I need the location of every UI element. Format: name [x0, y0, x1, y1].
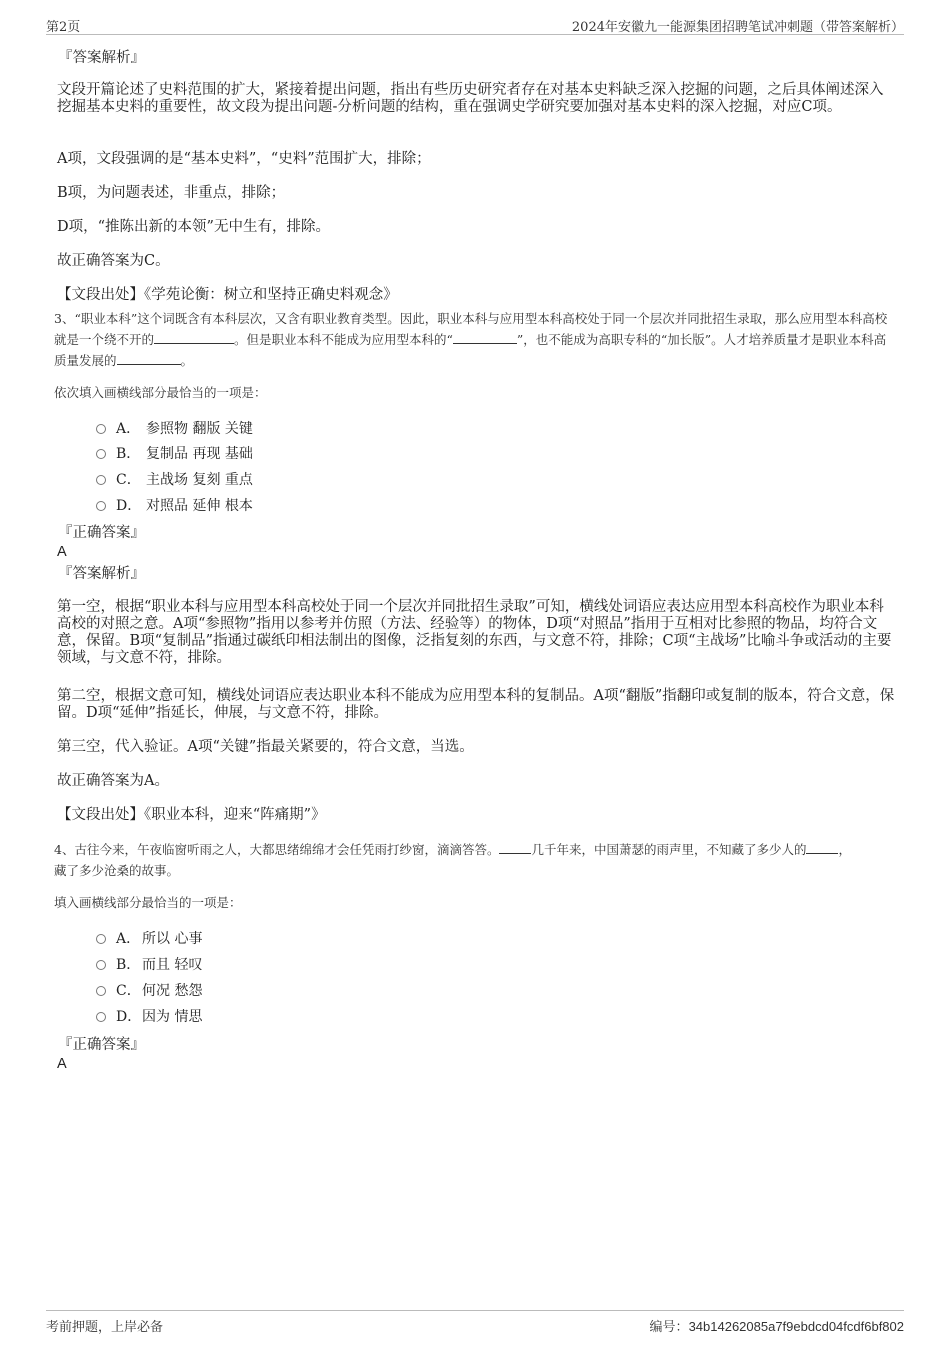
- q3-analysis-paragraph-2: 第二空，根据文意可知，横线处词语应表达职业本科不能成为应用型本科的复制品。A项“翻版”指翻印或复制的版本，符合文意，保留。D项“延伸”指延长，伸展，与文意不符，排除。: [57, 688, 895, 721]
- page-footer: [46, 1310, 904, 1333]
- q3-option-c[interactable]: C． 主战场 复刻 重点: [96, 471, 253, 489]
- q3-stem-part4: 。: [180, 353, 194, 368]
- page-number: 第2页: [46, 20, 81, 35]
- q2-analysis-option-a: A项，文段强调的是“基本史料”，“史料”范围扩大，排除；: [57, 151, 431, 167]
- q4-option-a[interactable]: A． 所以 心事: [96, 930, 202, 948]
- q3-correct-answer: A: [57, 544, 67, 560]
- radio-icon[interactable]: [96, 1012, 106, 1022]
- q4-correct-tag: 『正确答案』: [58, 1037, 145, 1053]
- q4-prompt: 填入画横线部分最恰当的一项是：: [54, 895, 242, 910]
- radio-icon[interactable]: [96, 475, 106, 485]
- q2-source: 【文段出处】《学苑论衡：树立和坚持正确史料观念》: [57, 287, 398, 303]
- q3-stem-part3: ”，也不能成为高职专科的“加长版”。人才培养质量才是职业本科高质量发展的: [54, 332, 887, 368]
- q4-option-c[interactable]: C．何况 愁怨: [96, 982, 202, 1000]
- q3-conclusion: 故正确答案为A。: [57, 773, 169, 789]
- q4-blank-1: [499, 841, 531, 854]
- radio-icon[interactable]: [96, 960, 106, 970]
- q4-blank-2: [806, 841, 838, 854]
- radio-icon[interactable]: [96, 501, 106, 511]
- q3-stem: [54, 308, 896, 371]
- q4-option-d[interactable]: D．因为 情思: [96, 1008, 202, 1026]
- footer-slogan: 考前押题，上岸必备: [46, 1320, 164, 1335]
- q4-stem-part1: 4、古往今来，午夜临窗听雨之人，大都思绪绵绵才会任凭雨打纱窗，滴滴答答。: [54, 842, 500, 857]
- q2-analysis-option-d: D项，“推陈出新的本领”无中生有，排除。: [57, 219, 330, 235]
- q2-analysis-paragraph: 文段开篇论述了史料范围的扩大，紧接着提出问题，指出有些历史研究者存在对基本史料缺乏深入挖掘的问题，之后具体阐述深入挖掘基本史料的重要性，故文段为提出问题-分析问题的结构，重在强调史学研究要加强对基本史料的深入挖掘，对应C项。: [57, 82, 884, 115]
- q2-conclusion: 故正确答案为C。: [57, 253, 170, 269]
- q4-stem: [54, 839, 854, 881]
- radio-icon[interactable]: [96, 986, 106, 996]
- page-header: [46, 14, 904, 35]
- radio-icon[interactable]: [96, 424, 106, 434]
- q3-analysis-paragraph-1: 第一空，根据“职业本科与应用型本科高校处于同一个层次并同批招生录取”可知，横线处词语应表达应用型本科高校作为职业本科高校的对照之意。A项“参照物”指用以参考并仿照（方法、经验等）的物体，D项“对照品”指用于互相对比参照的物品，均符合文意，保留。B项“复制品”指通过碳纸印相法制出的图像，泛指复刻的东西，与文意不符，排除；C项“主战场”比喻斗争或活动的主要领域，与文意不符，排除。: [57, 599, 892, 666]
- q3-stem-part1: 3、“职业本科”这个词既含有本科层次，又含有职业教育类型。因此，职业本科与应用型本科高校处于同一个层次并同批招生录取，那么应用型本科高校就是一个绕不开的: [54, 311, 888, 347]
- q2-analysis-tag: 『答案解析』: [58, 50, 145, 66]
- q3-option-d[interactable]: D． 对照品 延伸 根本: [96, 497, 253, 515]
- q3-correct-tag: 『正确答案』: [58, 525, 145, 541]
- q4-correct-answer: A: [57, 1056, 67, 1072]
- q3-analysis-paragraph-3: 第三空，代入验证。A项“关键”指最关紧要的，符合文意，当选。: [57, 739, 474, 755]
- radio-icon[interactable]: [96, 934, 106, 944]
- document-title: 2024年安徽九一能源集团招聘笔试冲刺题（带答案解析）: [571, 20, 904, 35]
- q3-option-b[interactable]: B． 复制品 再现 基础: [96, 445, 253, 463]
- q3-stem-part2: 。但是职业本科不能成为应用型本科的“: [234, 332, 453, 347]
- q3-analysis-tag: 『答案解析』: [58, 566, 145, 582]
- q3-blank-2: [453, 331, 517, 344]
- q3-blank-1: [154, 331, 234, 344]
- document-code: 编号：34b14262085a7f9ebdcd04fcdf6bf802: [649, 1319, 904, 1335]
- q4-stem-part3: ，藏了多少沧桑的故事。: [54, 842, 851, 878]
- q3-prompt: 依次填入画横线部分最恰当的一项是：: [54, 385, 267, 400]
- q4-stem-part2: 几千年来，中国萧瑟的雨声里，不知藏了多少人的: [531, 842, 807, 857]
- q3-option-a[interactable]: A． 参照物 翻版 关键: [96, 420, 253, 438]
- q3-blank-3: [117, 352, 181, 365]
- q3-source: 【文段出处】《职业本科，迎来“阵痛期”》: [57, 807, 326, 823]
- radio-icon[interactable]: [96, 449, 106, 459]
- q2-analysis-option-b: B项，为问题表述，非重点，排除；: [57, 185, 286, 201]
- q4-option-b[interactable]: B． 而且 轻叹: [96, 956, 202, 974]
